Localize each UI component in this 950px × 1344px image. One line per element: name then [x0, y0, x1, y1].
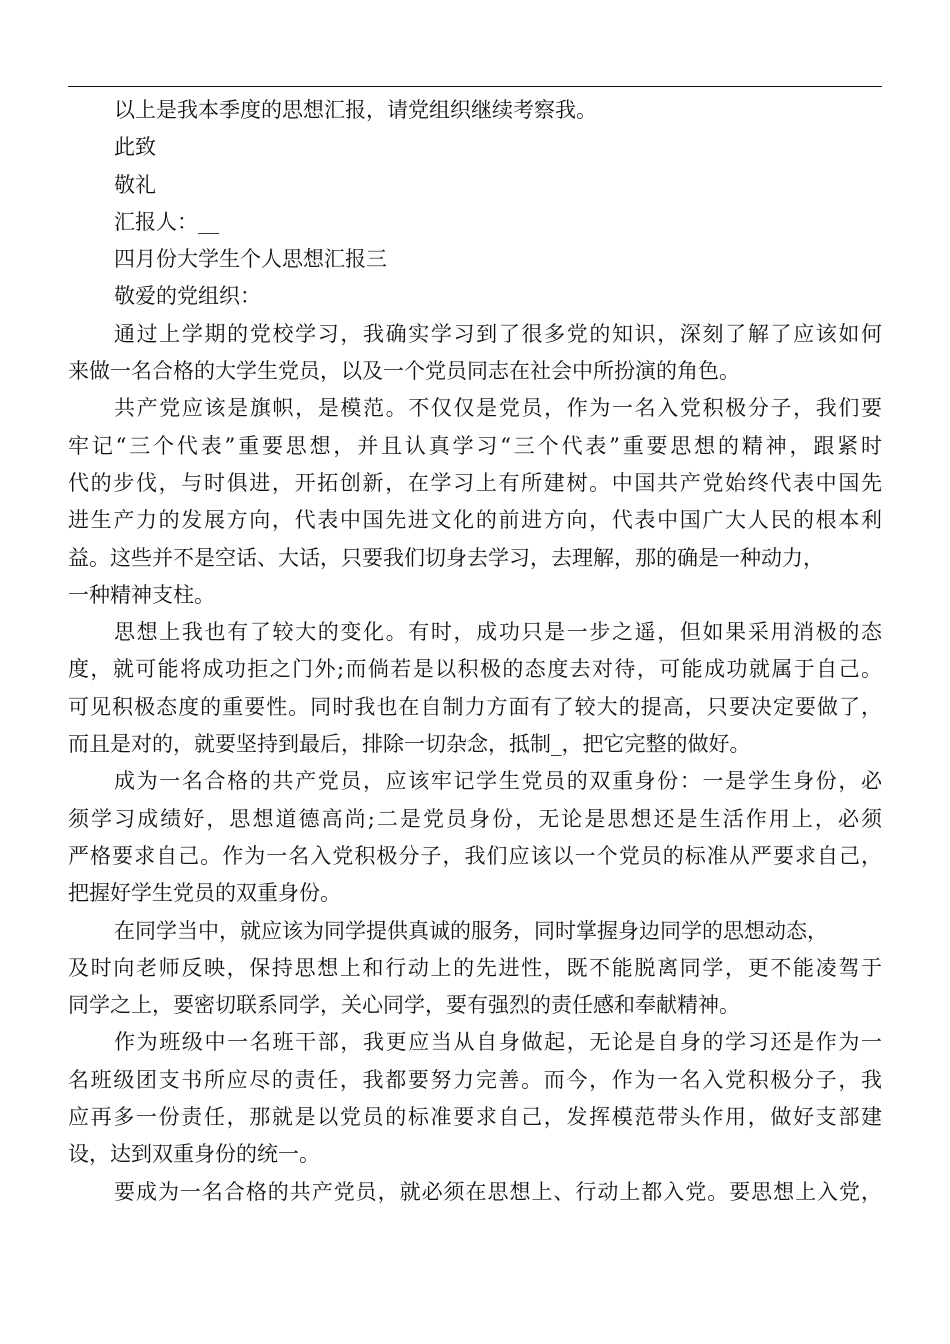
text-line: 通过上学期的党校学习，我确实学习到了很多党的知识，深刻了解了应该如何 [114, 321, 882, 346]
header-rule [68, 86, 882, 87]
text-line: 名班级团支书所应尽的责任，我都要努力完善。而今，作为一名入党积极分子，我 [68, 1067, 882, 1092]
text-line: 把握好学生党员的双重身份。 [68, 881, 341, 906]
text-line: 可见积极态度的重要性。同时我也在自制力方面有了较大的提高，只要决定要做了， [68, 694, 882, 719]
text-line: 而且是对的，就要坚持到最后，排除一切杂念，抵制_，把它完整的做好。 [68, 732, 751, 757]
text-line: 汇报人：__ [114, 209, 219, 234]
text-line: 及时向老师反映，保持思想上和行动上的先进性，既不能脱离同学，更不能凌驾于 [68, 955, 882, 980]
text-line: 设，达到双重身份的统一。 [68, 1142, 320, 1167]
document-body [68, 92, 882, 1211]
text-line: 度，就可能将成功拒之门外;而倘若是以积极的态度去对待，可能成功就属于自己。 [68, 657, 882, 682]
text-line: 此致 [114, 135, 156, 160]
text-line: 成为一名合格的共产党员，应该牢记学生党员的双重身份：一是学生身份，必 [114, 769, 882, 794]
text-line: 须学习成绩好，思想道德高尚;二是党员身份，无论是思想还是生活作用上，必须 [68, 806, 882, 831]
text-line: 以上是我本季度的思想汇报，请党组织继续考察我。 [114, 98, 597, 122]
text-line: 思想上我也有了较大的变化。有时，成功只是一步之遥，但如果采用消极的态 [114, 620, 882, 645]
text-line: 四月份大学生个人思想汇报三 [114, 247, 387, 272]
text-line: 在同学当中，就应该为同学提供真诚的服务，同时掌握身边同学的思想动态， [114, 918, 828, 943]
text-line: 敬礼 [114, 172, 156, 197]
text-line: 应再多一份责任，那就是以党员的标准要求自己，发挥模范带头作用，做好支部建 [68, 1105, 882, 1130]
text-line: 要成为一名合格的共产党员，就必须在思想上、行动上都入党。要思想上入党， [114, 1179, 882, 1204]
text-line: 敬爱的党组织： [114, 284, 261, 309]
text-line: 同学之上，要密切联系同学，关心同学，要有强烈的责任感和奉献精神。 [68, 993, 740, 1018]
text-line: 牢记“三个代表”重要思想，并且认真学习“三个代表”重要思想的精神，跟紧时 [68, 433, 882, 458]
text-line: 一种精神支柱。 [68, 582, 215, 607]
text-line: 来做一名合格的大学生党员，以及一个党员同志在社会中所扮演的角色。 [68, 359, 740, 384]
text-line: 共产党应该是旗帜，是模范。不仅仅是党员，作为一名入党积极分子，我们要 [114, 396, 882, 421]
text-line: 严格要求自己。作为一名入党积极分子，我们应该以一个党员的标准从严要求自己， [68, 843, 882, 868]
text-line: 作为班级中一名班干部，我更应当从自身做起，无论是自身的学习还是作为一 [114, 1030, 882, 1055]
text-line: 代的步伐，与时俱进，开拓创新，在学习上有所建树。中国共产党始终代表中国先 [68, 470, 882, 495]
text-line: 进生产力的发展方向，代表中国先进文化的前进方向，代表中国广大人民的根本利 [68, 508, 882, 533]
text-line: 益。这些并不是空话、大话，只要我们切身去学习，去理解，那的确是一种动力， [68, 545, 824, 570]
